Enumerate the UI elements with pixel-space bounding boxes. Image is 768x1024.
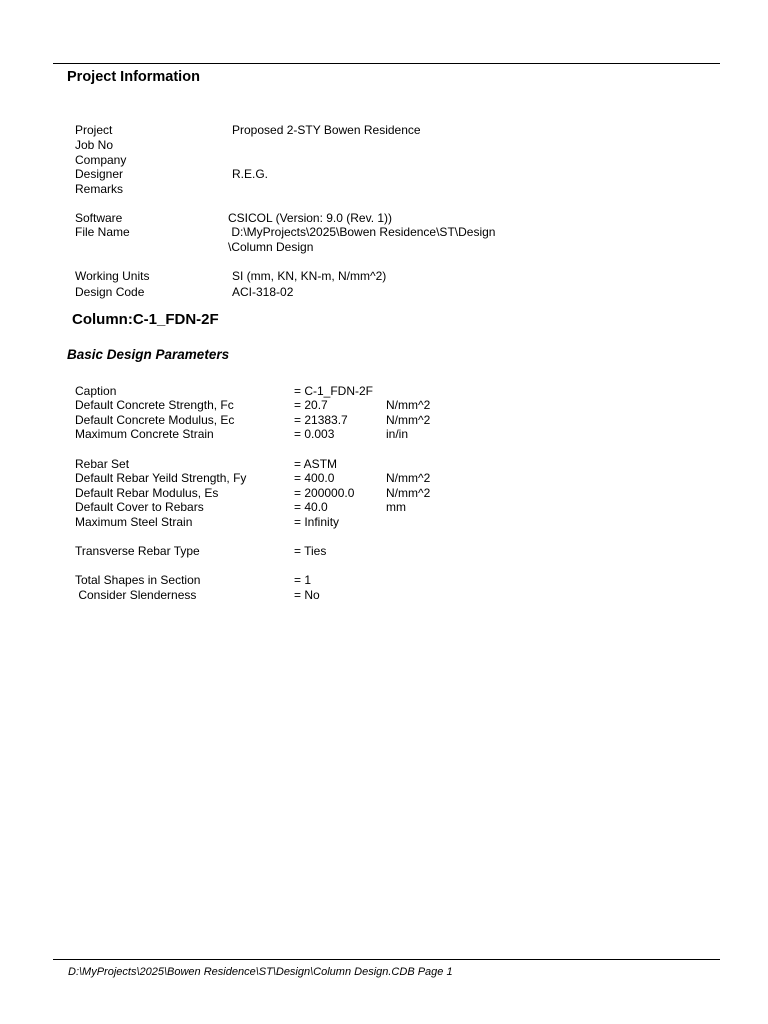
param-label: Maximum Concrete Strain bbox=[75, 427, 214, 441]
param-value: = Infinity bbox=[294, 515, 340, 529]
param-label: Default Concrete Strength, Fc bbox=[75, 398, 234, 412]
row-label: Company bbox=[75, 153, 127, 167]
row-label: Software bbox=[75, 211, 123, 225]
param-value: = 40.0 bbox=[294, 500, 328, 514]
param-value: = 20.7 bbox=[294, 398, 328, 412]
param-value: = 1 bbox=[294, 573, 312, 587]
param-label: Total Shapes in Section bbox=[75, 573, 201, 587]
param-label: Caption bbox=[75, 384, 117, 398]
row-value: CSICOL (Version: 9.0 (Rev. 1)) bbox=[228, 211, 393, 225]
param-value: = 0.003 bbox=[294, 427, 335, 441]
row-label: Remarks bbox=[75, 182, 124, 196]
param-unit: N/mm^2 bbox=[386, 486, 431, 500]
basic-params-heading: Basic Design Parameters bbox=[67, 347, 230, 362]
page-footer: D:\MyProjects\2025\Bowen Residence\ST\Design\Column Design.CDB Page 1 bbox=[68, 966, 453, 978]
row-value: SI (mm, KN, KN-m, N/mm^2) bbox=[232, 269, 387, 283]
bottom-rule bbox=[53, 959, 720, 960]
param-value: = No bbox=[294, 588, 320, 602]
row-label: File Name bbox=[75, 225, 130, 239]
column-heading: Column:C-1_FDN-2F bbox=[72, 311, 219, 328]
param-label: Transverse Rebar Type bbox=[75, 544, 200, 558]
row-value: R.E.G. bbox=[232, 167, 269, 181]
param-value: = Ties bbox=[294, 544, 327, 558]
row-value: \Column Design bbox=[228, 240, 314, 254]
param-label: Default Cover to Rebars bbox=[75, 500, 204, 514]
param-label: Default Rebar Modulus, Es bbox=[75, 486, 219, 500]
param-label: Default Concrete Modulus, Ec bbox=[75, 413, 235, 427]
param-unit: N/mm^2 bbox=[386, 471, 431, 485]
row-label: Job No bbox=[75, 138, 114, 152]
row-value: Proposed 2-STY Bowen Residence bbox=[232, 123, 421, 137]
param-label: Default Rebar Yeild Strength, Fy bbox=[75, 471, 247, 485]
param-value: = 400.0 bbox=[294, 471, 335, 485]
row-label: Project bbox=[75, 123, 113, 137]
row-value: ACI-318-02 bbox=[232, 285, 294, 299]
row-value: D:\MyProjects\2025\Bowen Residence\ST\Design bbox=[228, 225, 496, 239]
row-label: Working Units bbox=[75, 269, 150, 283]
param-unit: in/in bbox=[386, 427, 409, 441]
param-label: Rebar Set bbox=[75, 457, 130, 471]
param-value: = ASTM bbox=[294, 457, 338, 471]
param-value: = 200000.0 bbox=[294, 486, 355, 500]
param-label: Maximum Steel Strain bbox=[75, 515, 193, 529]
param-value: = 21383.7 bbox=[294, 413, 348, 427]
param-unit: N/mm^2 bbox=[386, 413, 431, 427]
param-unit: N/mm^2 bbox=[386, 398, 431, 412]
top-rule bbox=[53, 63, 720, 64]
param-unit: mm bbox=[386, 500, 406, 514]
project-info-heading: Project Information bbox=[67, 69, 200, 85]
row-label: Design Code bbox=[75, 285, 145, 299]
param-label: Consider Slenderness bbox=[75, 588, 197, 602]
row-label: Designer bbox=[75, 167, 124, 181]
param-value: = C-1_FDN-2F bbox=[294, 384, 374, 398]
